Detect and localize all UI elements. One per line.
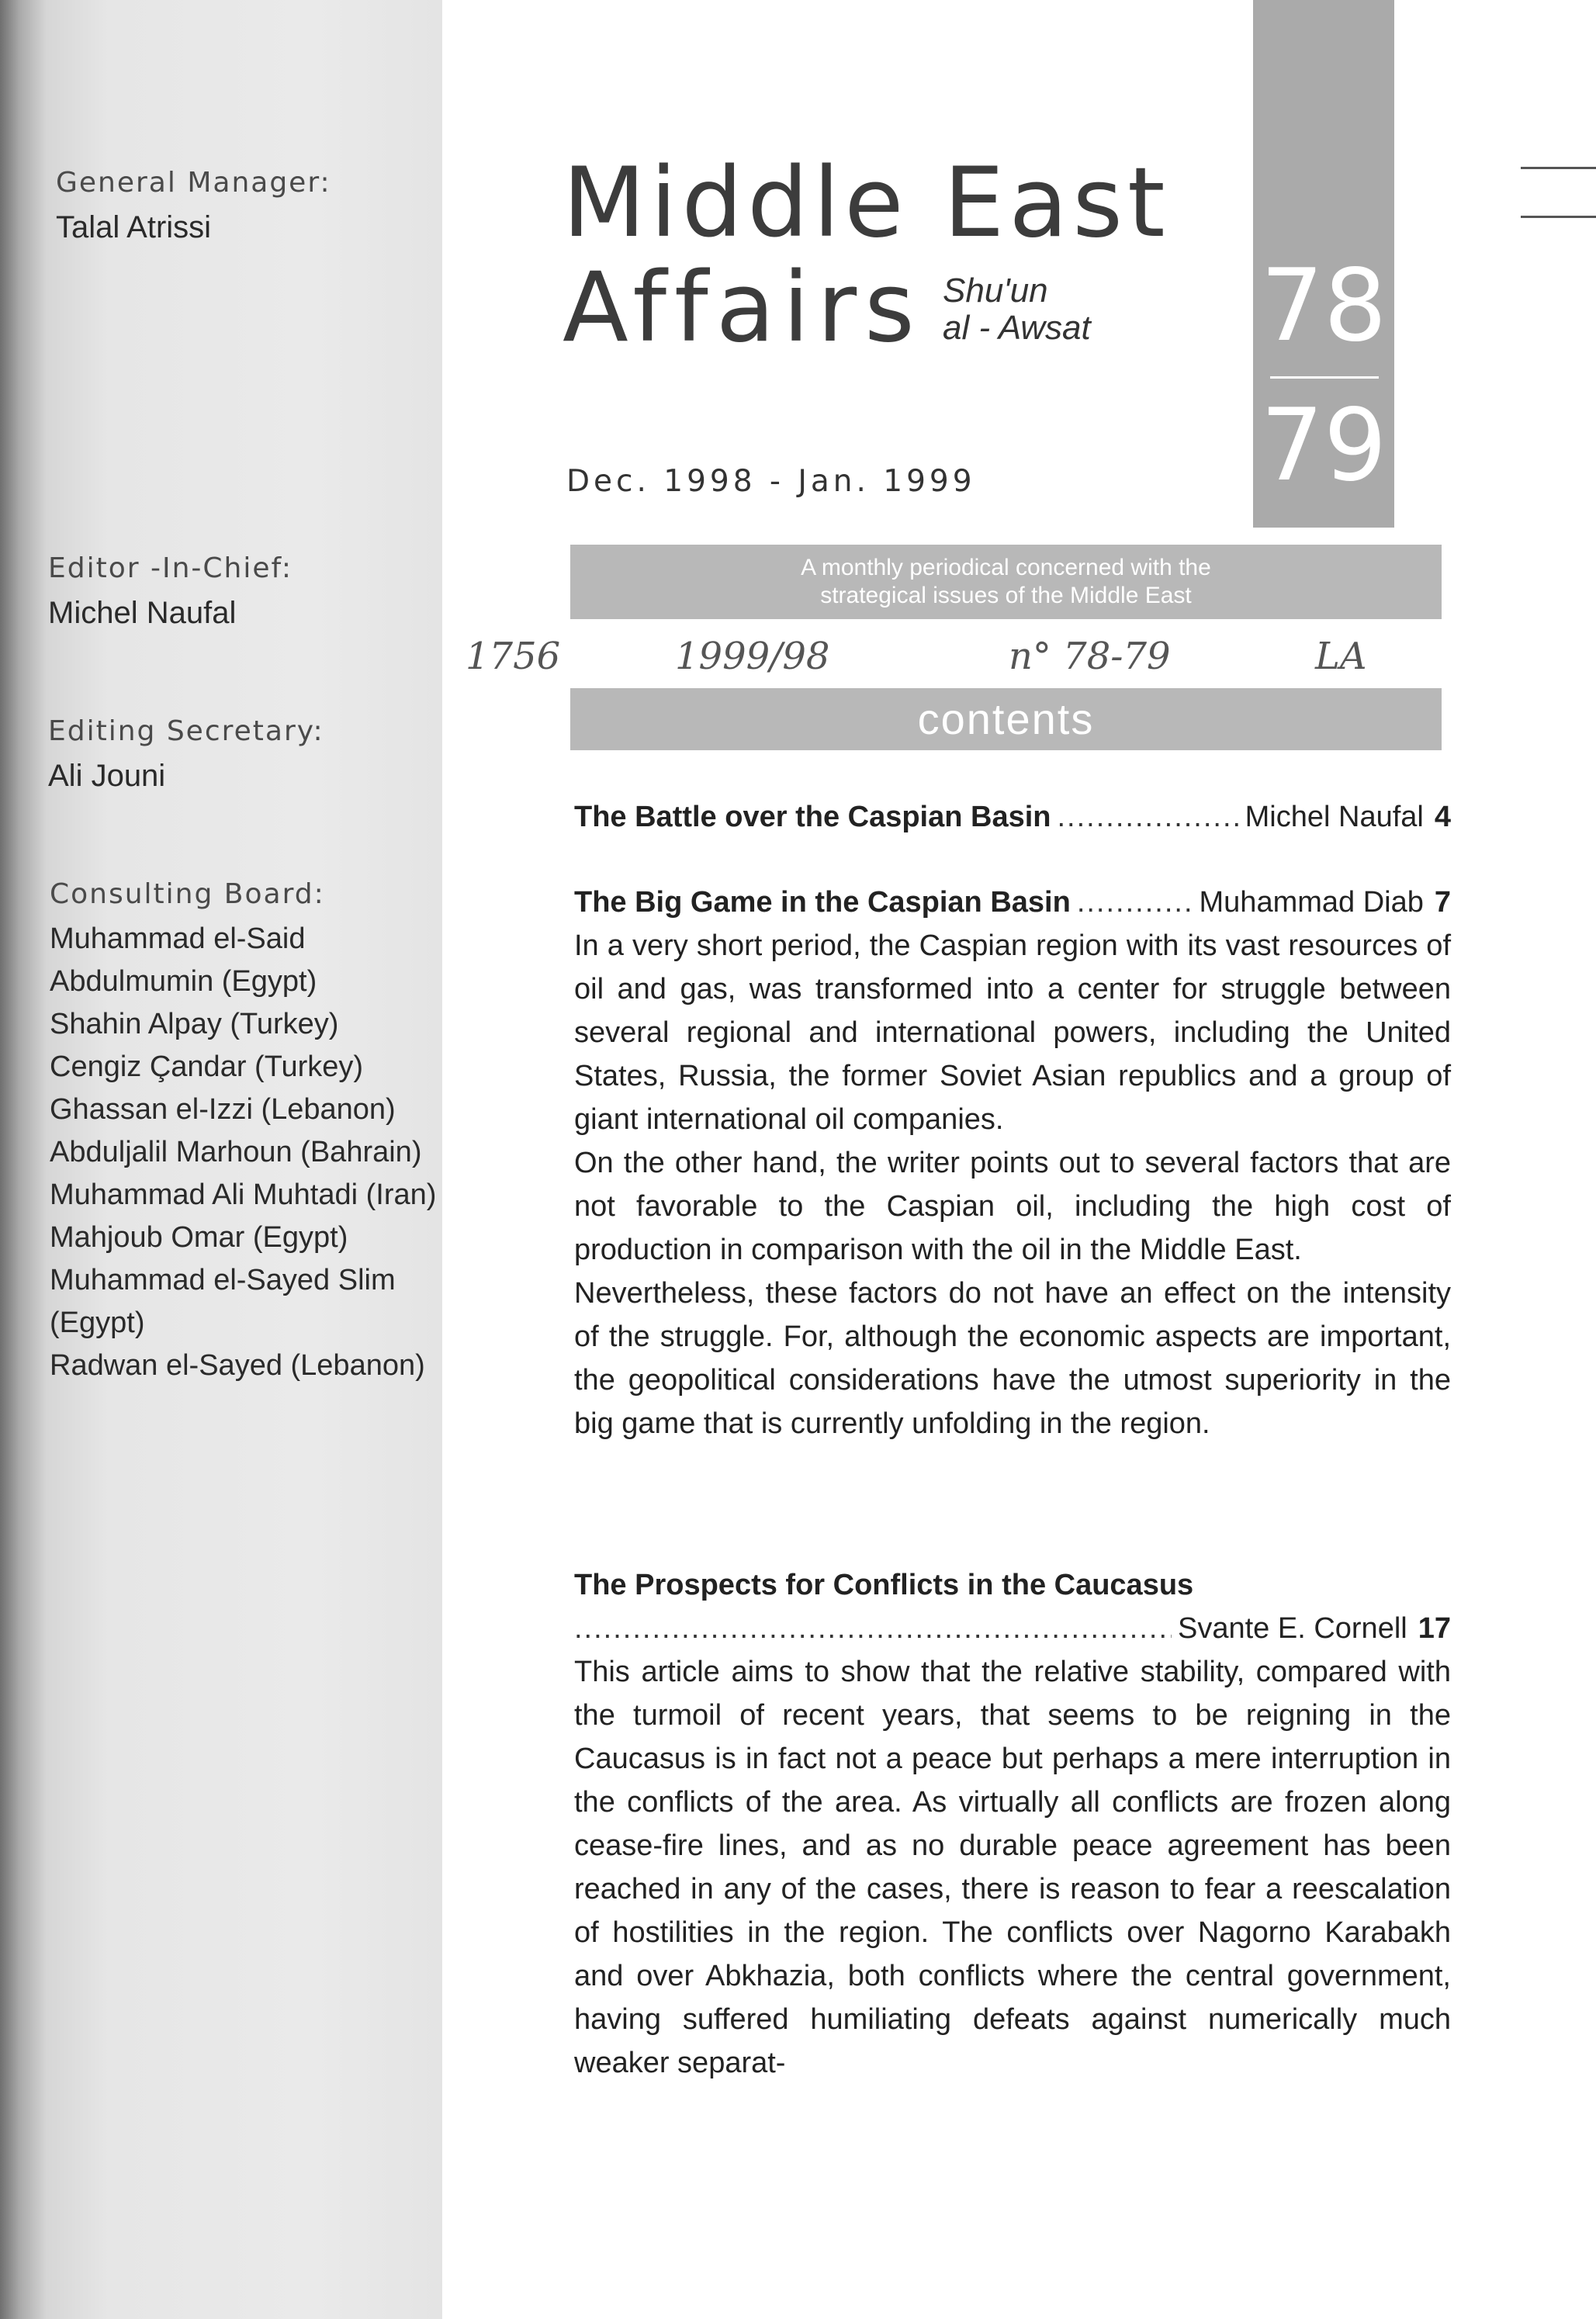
general-manager-name: Talal Atrissi	[56, 210, 212, 244]
journal-title-line2: Affairs	[563, 252, 923, 364]
issue-number-top: 78	[1260, 248, 1387, 364]
edge-mark	[1521, 167, 1596, 169]
arabic-subtitle-line1: Shu'un	[943, 272, 1048, 310]
board-member: Abduljalil Marhoun (Bahrain)	[50, 1136, 422, 1168]
board-member: Muhammad el-Sayed Slim	[50, 1264, 396, 1296]
general-manager-block	[56, 167, 331, 249]
article-title: The Prospects for Conflicts in the Caucasus	[574, 1569, 1194, 1601]
article-entry	[574, 795, 1451, 839]
masthead-sidebar	[0, 0, 442, 2319]
article-title: The Battle over the Caspian Basin	[574, 801, 1051, 833]
board-member: Muhammad Ali Muhtadi (Iran)	[50, 1179, 437, 1211]
article-page: 7	[1434, 886, 1451, 919]
handwritten-code: LA	[1315, 635, 1367, 678]
contents-heading: contents	[570, 688, 1442, 750]
article-page: 17	[1418, 1612, 1451, 1645]
editor-in-chief-block	[48, 552, 293, 635]
issue-number-block	[1253, 0, 1394, 528]
tagline-line2: strategical issues of the Middle East	[820, 583, 1192, 608]
journal-title-line1: Middle East	[563, 147, 1170, 259]
article-summary: In a very short period, the Caspian region with its vast resources of oil and gas, was transformed into a center for struggle between several regional and international powers, including the United States, Russia, the former Soviet Asian republics and a group of giant international oil companies.	[574, 929, 1451, 1136]
board-member: Ghassan el-Izzi (Lebanon)	[50, 1093, 396, 1126]
editor-in-chief-name: Michel Naufal	[48, 596, 237, 630]
tagline-banner	[570, 545, 1442, 619]
issue-date: Dec. 1998 - Jan. 1999	[566, 464, 976, 499]
board-member: Shahin Alpay (Turkey)	[50, 1008, 339, 1040]
handwritten-ref: 1756	[466, 635, 561, 678]
board-member: Abdulmumin (Egypt)	[50, 965, 317, 998]
consulting-board-block	[50, 878, 436, 1387]
issue-number-bottom: 79	[1260, 388, 1387, 504]
handwritten-number: n° 78-79	[1009, 635, 1171, 678]
article-title: The Big Game in the Caspian Basin	[574, 886, 1071, 919]
article-summary: This article aims to show that the relative stability, compared with the turmoil of recent years, that seems to be reigning in the Caucasus is in fact not a peace but perhaps a mere interruption in the conflicts of the area. As virtually all conflicts are frozen along cease-fire lines, and as no durable peace agreement has been reached in any of the cases, there is reason to fear a reescalation of hostilities in the region. The conflicts over Nagorno Karabakh and over Abkhazia, both conflicts where the central government, having suffered humiliating defeats against numerically much weaker separat-	[574, 1656, 1451, 2079]
consulting-board-label: Consulting Board:	[50, 878, 325, 910]
article-entry	[574, 881, 1451, 1445]
edge-mark	[1521, 216, 1596, 218]
article-author: Michel Naufal	[1245, 801, 1424, 833]
dot-leader	[574, 1607, 1172, 1650]
dot-leader	[1077, 881, 1193, 924]
issue-divider	[1270, 376, 1379, 379]
board-member: Cengiz Çandar (Turkey)	[50, 1050, 364, 1083]
editor-in-chief-label: Editor -In-Chief:	[48, 552, 293, 584]
board-member: Muhammad el-Said	[50, 922, 306, 955]
article-page: 4	[1434, 801, 1451, 833]
article-author: Muhammad Diab	[1199, 886, 1424, 919]
board-member: Radwan el-Sayed (Lebanon)	[50, 1349, 425, 1382]
board-member: (Egypt)	[50, 1307, 145, 1339]
editing-secretary-label: Editing Secretary:	[48, 715, 324, 747]
tagline-line1: A monthly periodical concerned with the	[801, 555, 1211, 580]
article-entry	[574, 1563, 1451, 2085]
editing-secretary-name: Ali Jouni	[48, 759, 166, 793]
handwritten-years: 1999/98	[675, 635, 830, 678]
general-manager-label: General Manager:	[56, 167, 331, 199]
dot-leader	[1058, 795, 1239, 839]
article-summary: On the other hand, the writer points out to several factors that are not favorable to the Caspian oil, including the high cost of production in comparison with the oil in the Middle East.	[574, 1147, 1451, 1266]
board-member: Mahjoub Omar (Egypt)	[50, 1221, 348, 1254]
article-author: Svante E. Cornell	[1178, 1612, 1407, 1645]
editing-secretary-block	[48, 715, 324, 798]
arabic-subtitle-line2: al - Awsat	[943, 309, 1091, 347]
article-summary: Nevertheless, these factors do not have an effect on the intensity of the struggle. For, although the economic aspects are important, the geopolitical considerations have the utmost superiority in the big game that is currently unfolding in the region.	[574, 1277, 1451, 1440]
